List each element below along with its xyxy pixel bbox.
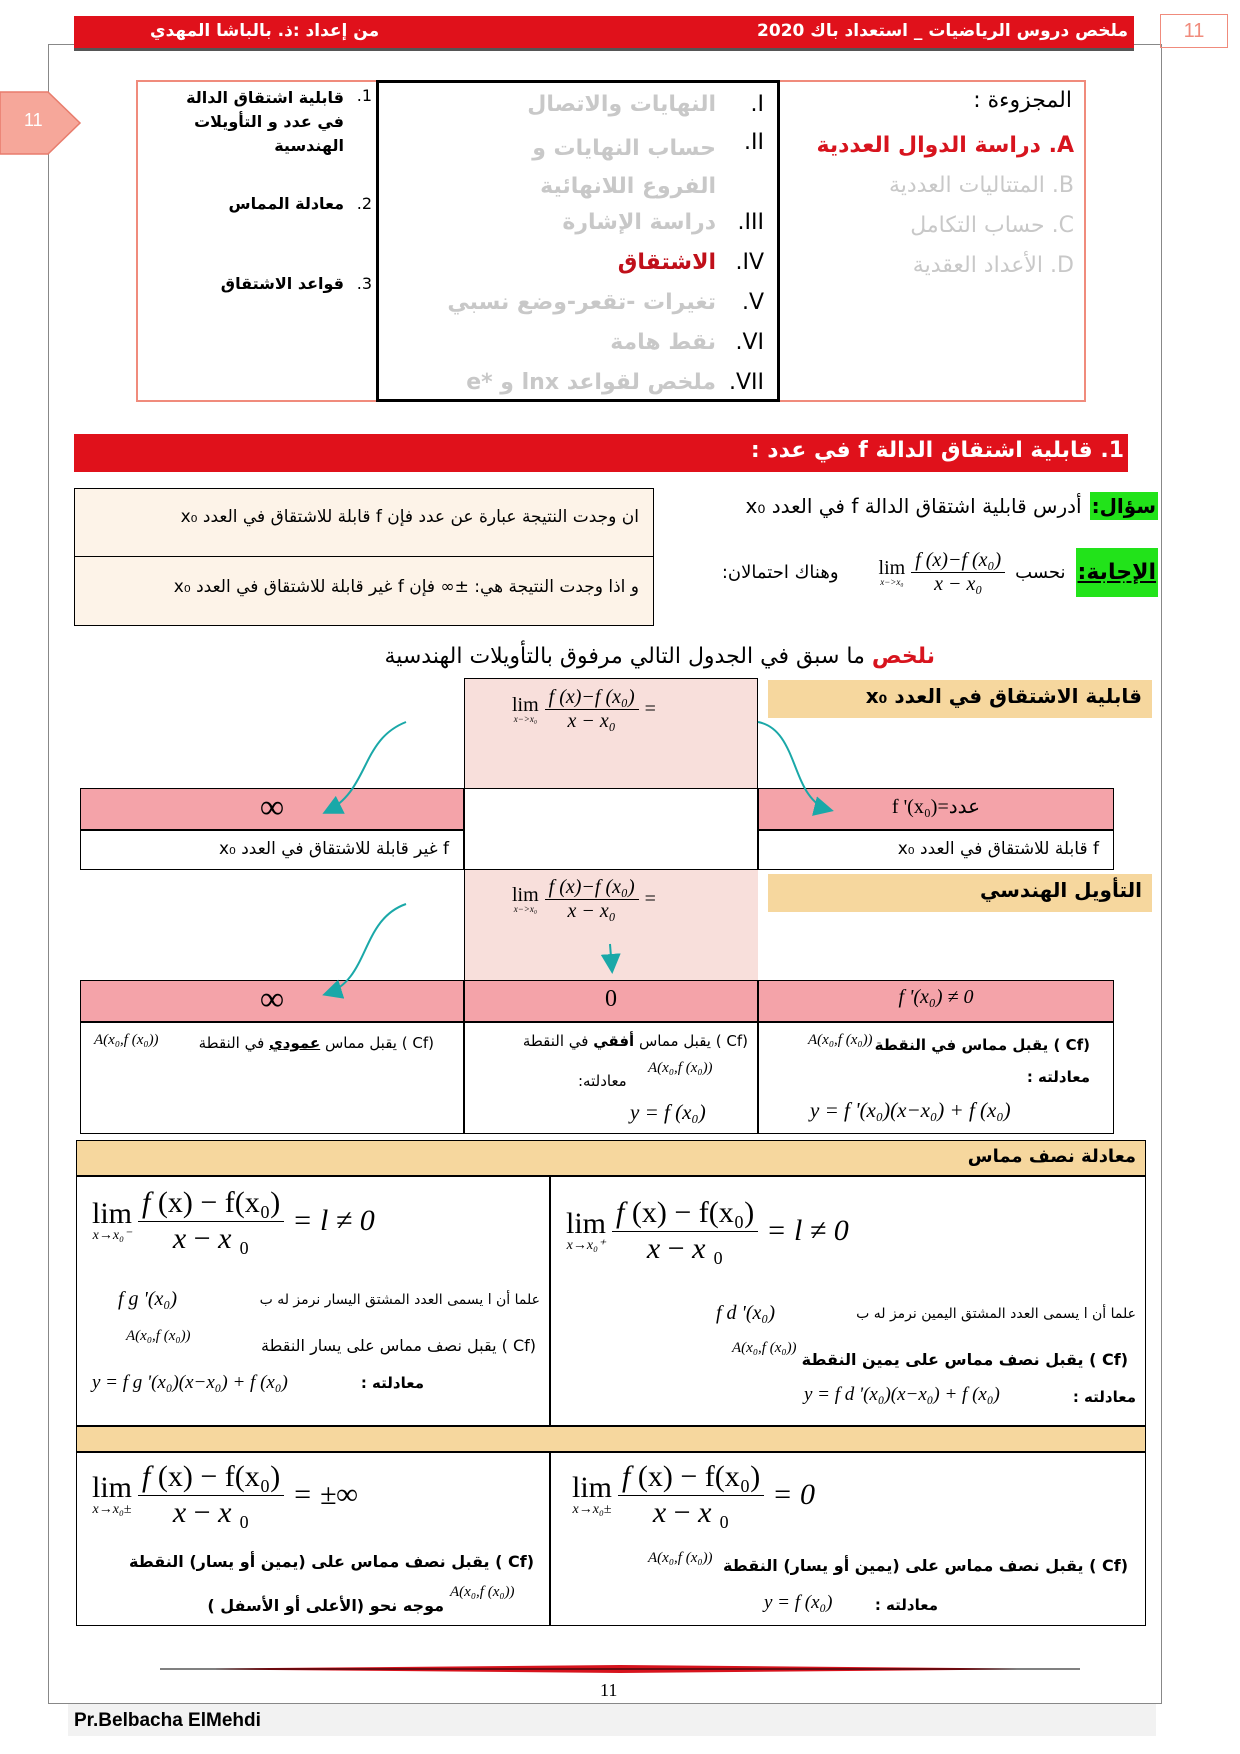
header-title: ملخص دروس الرياضيات _ استعداد باك 2020 — [757, 21, 1128, 41]
bottom-right-eq: y = f (x₀) — [764, 1592, 833, 1613]
bottom-right-point: A(x₀,f (x₀)) — [648, 1550, 713, 1566]
left-text1: علما أن l يسمى العدد المشتق اليسار نرمز له ب — [259, 1292, 540, 1308]
geo-mid-head-text: 0 — [605, 986, 617, 1012]
section1-title: 1. قابلية اشتقاق الدالة f في عدد : — [750, 438, 1124, 463]
deriv-right-head-text: عدد=f '(x₀) — [891, 796, 981, 818]
toc-chapter-5[interactable]: V. تغيرات -تقعر-وضع نسبي — [447, 289, 764, 315]
left-eq: y = f g '(x₀)(x−x₀) + f (x₀) — [92, 1372, 288, 1393]
answer-pre: نحسب — [1015, 562, 1066, 583]
right-text2: (Cf ) يقبل نصف مماس على يمين النقطة — [801, 1350, 1128, 1369]
bottom-right-eq-label: معادلته : — [874, 1596, 938, 1614]
bottom-right-text: (Cf ) يقبل نصف مماس على (يمين أو يسار) النقطة — [722, 1556, 1128, 1575]
toc-group-b[interactable]: B. المتتاليات العددية — [888, 173, 1074, 198]
geo-right-point: A(x₀,f (x₀)) — [808, 1032, 873, 1048]
deriv-right-text: f قابلة للاشتقاق في العدد x₀ — [758, 830, 1114, 870]
toc-chapter-7[interactable]: VII. ملخص لقواعد lnx و *e — [466, 369, 764, 395]
answer-label: الإجابة: — [1076, 548, 1158, 597]
geo-right-eq: y = f '(x₀)(x−x₀) + f (x₀) — [810, 1098, 1011, 1122]
header-author: من إعداد :ذ. بالباشا المهدي — [150, 21, 380, 41]
geo-right-head-text: f '(x₀) ≠ 0 — [898, 986, 974, 1008]
question-label: سؤال: — [1091, 494, 1156, 518]
right-text1: علما أن l يسمى العدد المشتق اليمين نرمز له ب — [856, 1306, 1136, 1322]
limit-formula-mid: lim x−>x₀ $\frac{\text{f (x)−f (x₀)}}{\text{x − x₀}}$ = — [512, 876, 656, 922]
geo-right-eq-label: معادلته : — [1026, 1068, 1090, 1086]
toc-section-1[interactable]: 1. قابلية اشتقاق الدالة في عدد و التأويلات الهندسية — [186, 86, 372, 155]
answer-limit-formula: lim x−>x₀ $\frac{\text{f (x)−f (x₀)}}{\text{x − x₀}}$ — [879, 549, 1006, 596]
toc-chapter-2[interactable]: II. حساب النهايات و الفروع اللانهائية — [532, 130, 764, 199]
right-eq: y = f d '(x₀)(x−x₀) + f (x₀) — [804, 1384, 1000, 1405]
toc-section-2[interactable]: 2. معادلة المماس — [228, 194, 372, 213]
summary-red: نلخص — [871, 644, 935, 669]
header-page-number: 11 — [1160, 14, 1228, 48]
left-text2: (Cf ) يقبل نصف مماس على يسار النقطة — [261, 1336, 536, 1355]
label-geometric: التأويل الهندسي — [768, 874, 1152, 912]
footer-page-number: 11 — [600, 1680, 618, 1700]
geo-mid-eq: y = f (x₀) — [630, 1100, 706, 1124]
footer-author: Pr.Belbacha ElMehdi — [74, 1710, 261, 1731]
geo-mid-point: A(x₀,f (x₀)) — [648, 1060, 713, 1076]
right-limit-formula: lim x→x₀⁺ $\frac{\text{f (x) − f(x₀)}}{\text{x − x ₀}}$ = l ≠ 0 — [566, 1196, 849, 1265]
geo-left-text: (Cf ) يقبل مماس عمودي في النقطة — [198, 1034, 434, 1052]
question-text: أدرس قابلية اشتقاق الدالة f في العدد x₀ — [745, 494, 1082, 518]
geo-mid-eq-label: معادلته: — [578, 1072, 627, 1090]
geo-left-point: A(x₀,f (x₀)) — [94, 1032, 159, 1048]
left-limit-formula: lim x→x₀⁻ $\frac{\text{f (x) − f(x₀)}}{\text{x − x ₀}}$ = l ≠ 0 — [92, 1186, 375, 1255]
half-tangent-separator — [76, 1426, 1146, 1452]
bottom-right-limit: lim x→x₀± $\frac{\text{f (x) − f(x₀)}}{\text{x − x ₀}}$ = 0 — [572, 1460, 815, 1529]
bottom-left-point: A(x₀,f (x₀)) — [450, 1584, 515, 1600]
toc-chapter-6[interactable]: VI. نقط هامة — [610, 329, 764, 355]
side-tab-number: 11 — [24, 110, 43, 130]
summary-rest: ما سبق في الجدول التالي مرفوق بالتأويلات الهندسية — [384, 644, 865, 669]
half-tangent-title: معادلة نصف مماس — [967, 1146, 1136, 1167]
left-point: A(x₀,f (x₀)) — [126, 1328, 191, 1344]
left-eq-label: معادلته : — [360, 1374, 424, 1392]
answer-post: وهناك احتمالان: — [721, 562, 839, 583]
toc-chapter-3[interactable]: III. دراسة الإشارة — [562, 209, 764, 235]
toc-section-3[interactable]: 3. قواعد الاشتقاق — [220, 274, 372, 293]
deriv-left-text: f غير قابلة للاشتقاق في العدد x₀ — [80, 830, 464, 870]
toc-group-c[interactable]: C. حساب التكامل — [910, 213, 1074, 238]
deriv-left-head-text: ∞ — [259, 789, 285, 826]
right-eq-label: معادلته : — [1072, 1388, 1136, 1406]
geo-right-text: (Cf ) يقبل مماس في النقطة — [874, 1036, 1090, 1054]
left-symbol: f g '(x₀) — [118, 1288, 177, 1310]
toc-group-a[interactable]: A. دراسة الدوال العددية — [816, 133, 1074, 158]
geo-mid-text: (Cf ) يقبل مماس أفقي في النقطة — [522, 1032, 748, 1050]
toc-group-label: المجزوءة : — [973, 88, 1072, 113]
bottom-left-text: (Cf ) يقبل نصف مماس على (يمين أو يسار) النقطة — [128, 1552, 534, 1571]
right-point: A(x₀,f (x₀)) — [732, 1340, 797, 1356]
bottom-left-limit: lim x→x₀± $\frac{\text{f (x) − f(x₀)}}{\text{x − x ₀}}$ = ±∞ — [92, 1460, 358, 1529]
bottom-left-text2: موجه نحو (الأعلى أو الأسفل ) — [207, 1596, 444, 1615]
toc-group-d[interactable]: D. الأعداد العقدية — [912, 253, 1074, 278]
toc-chapter-4[interactable]: IV. الاشتقاق — [617, 249, 764, 275]
label-derivability: قابلية الاشتقاق في العدد x₀ — [768, 680, 1152, 718]
case-2: و اذا وجدت النتيجة هي: ±∞ فإن f غير قابلة للاشتقاق في العدد x₀ — [173, 577, 639, 597]
limit-formula-top: lim x−>x₀ $\frac{\text{f (x)−f (x₀)}}{\text{x − x₀}}$ = — [512, 686, 656, 732]
toc-chapter-1[interactable]: I. النهايات والاتصال — [527, 91, 764, 117]
footer-divider — [160, 1662, 1080, 1676]
case-1: ان وجدت النتيجة عبارة عن عدد فإن f قابلة للاشتقاق في العدد x₀ — [75, 489, 653, 557]
right-symbol: f d '(x₀) — [716, 1302, 775, 1324]
geo-left-head-text: ∞ — [259, 981, 285, 1018]
